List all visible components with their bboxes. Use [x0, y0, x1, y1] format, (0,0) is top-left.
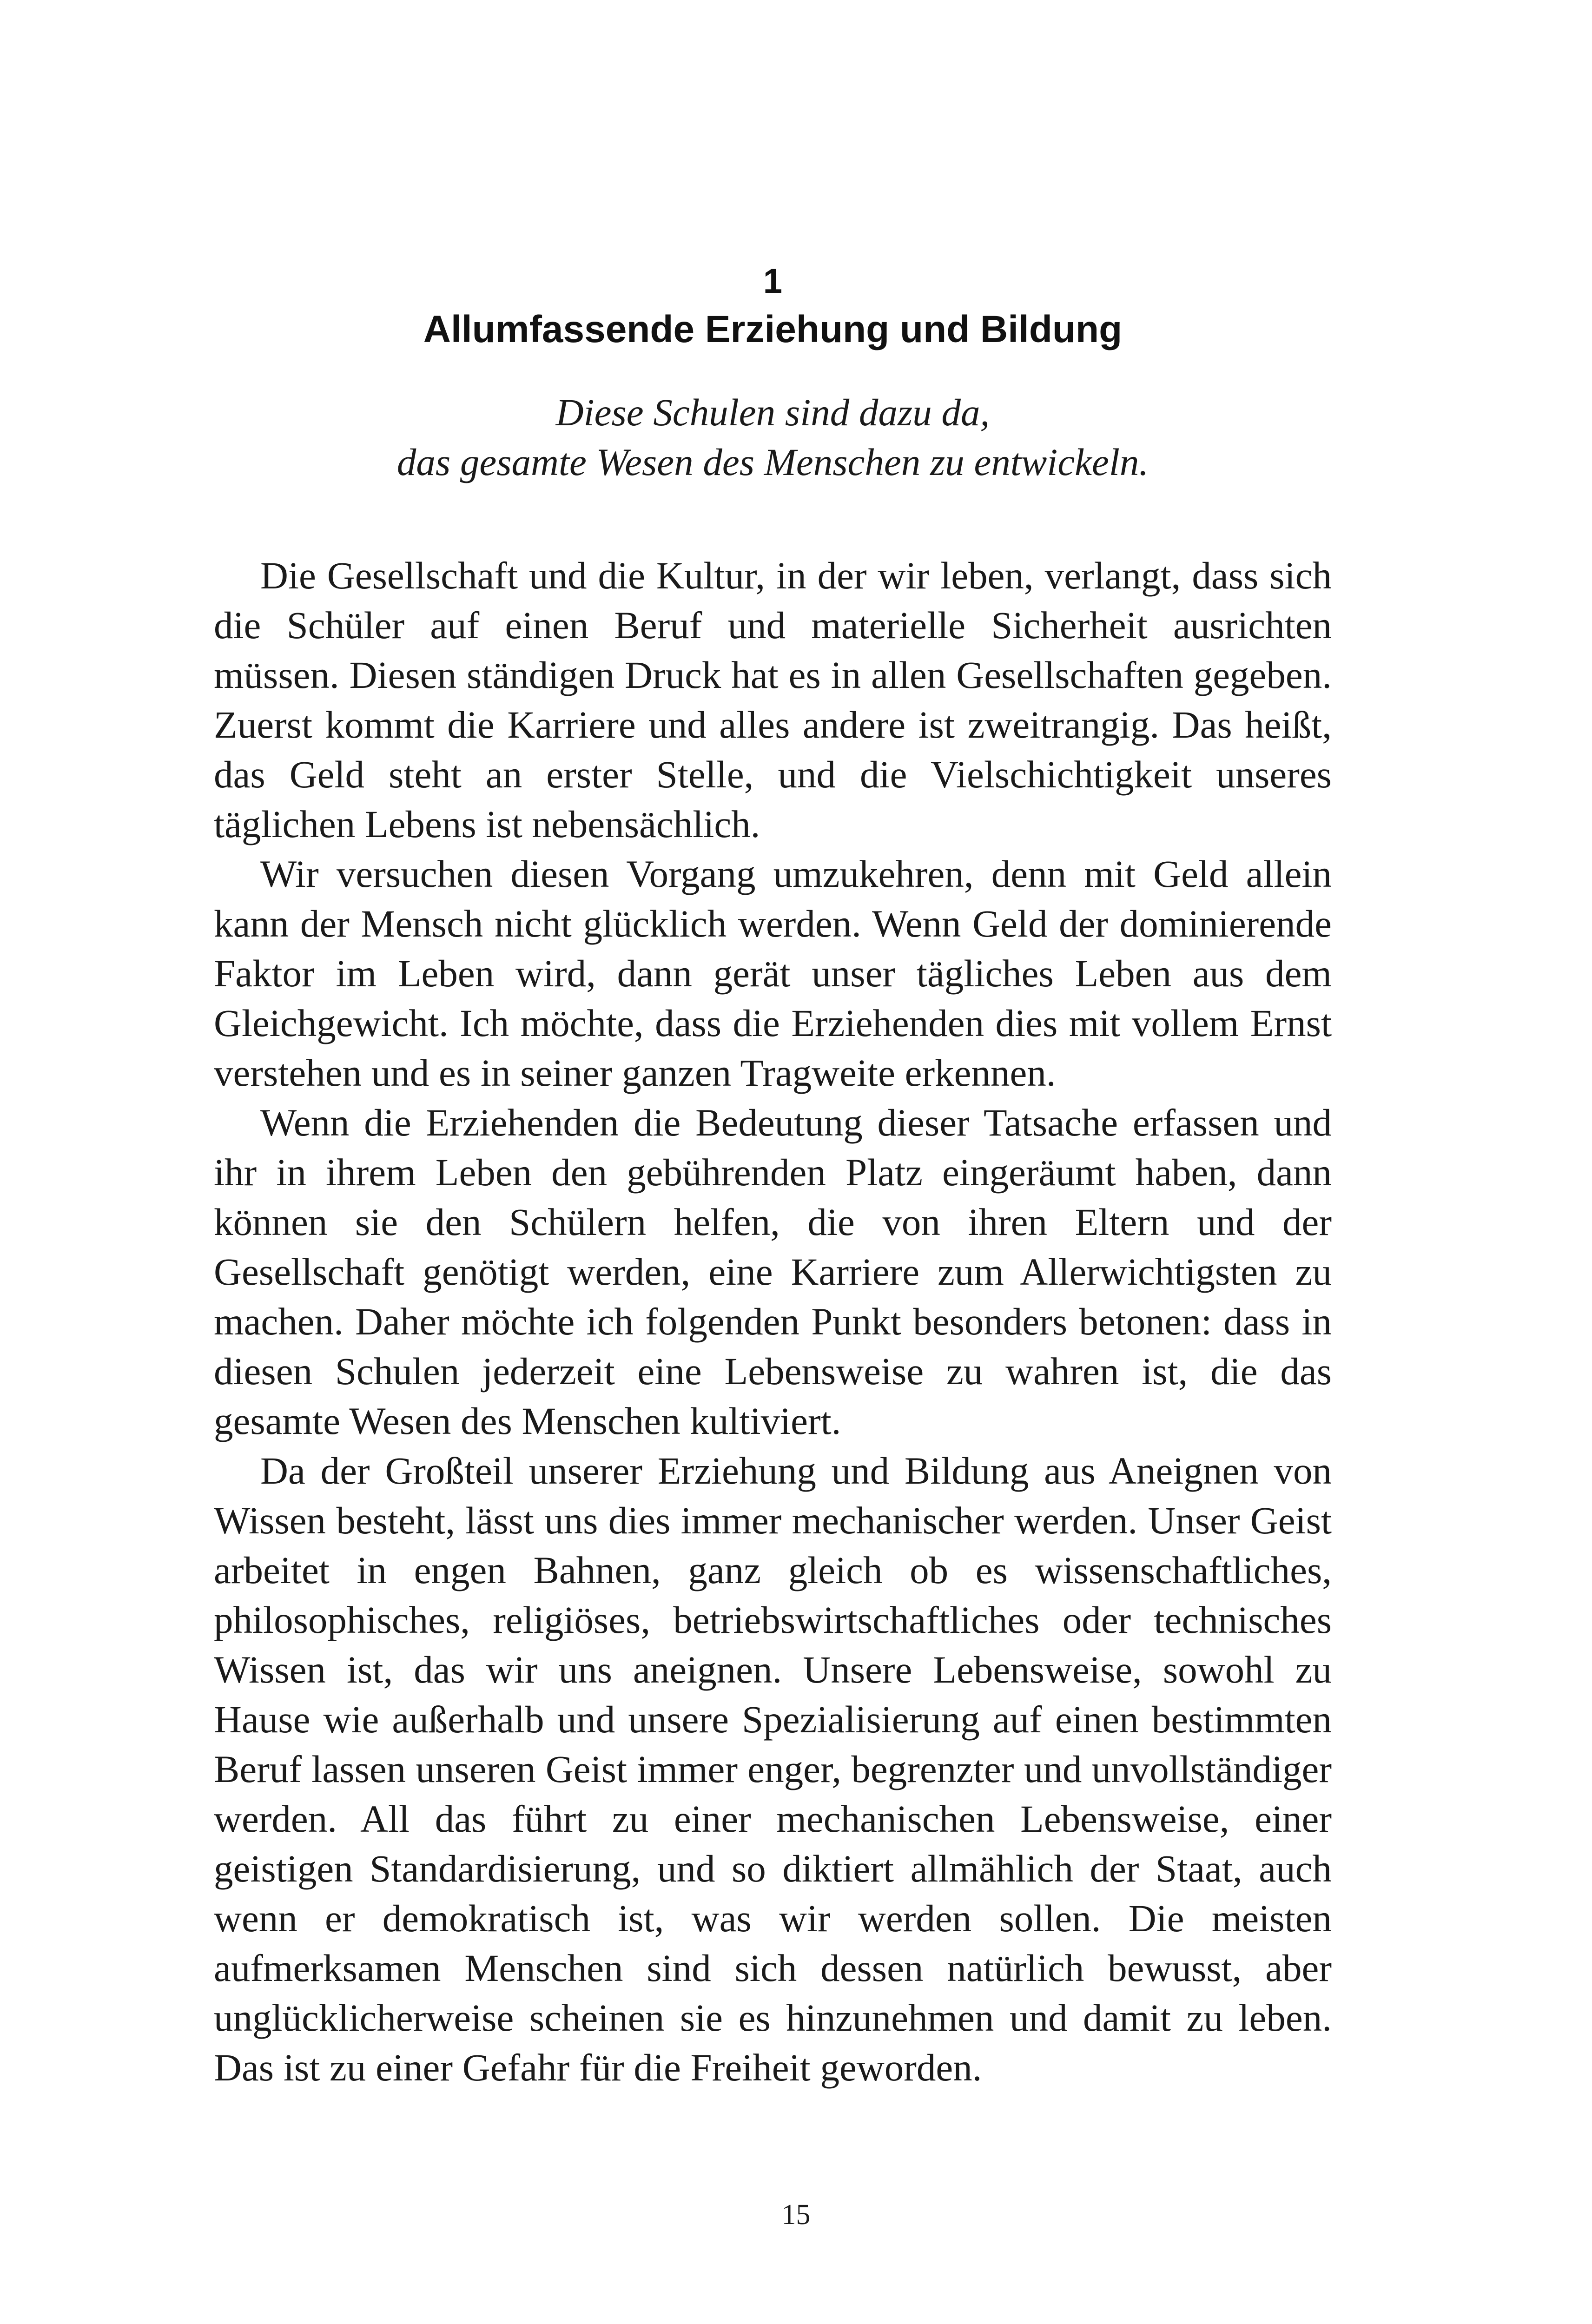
epigraph-line-1: Diese Schulen sind dazu da, [555, 391, 990, 434]
paragraph-4: Da der Großteil unserer Erziehung und Bildung aus Aneignen von Wissen besteht, lässt uns dies immer mechanischer werden. Unser Geist arbeitet in engen Bahnen, ganz gleich ob es wissenschaftliches, philosophisches, religiöses, betriebswirtschaftliches oder technisches Wissen ist, das wir uns aneignen. Unsere Lebensweise, sowohl zu Hause wie außerhalb und unsere Spezialisierung auf einen bestimmten Beruf lassen unseren Geist immer enger, begrenzter und unvollständiger werden. All das führt zu einer mechanischen Lebensweise, einer geistigen Standardisierung, und so diktiert allmählich der Staat, auch wenn er demokratisch ist, was wir werden sollen. Die meisten aufmerksamen Menschen sind sich dessen natürlich bewusst, aber unglücklicherweise scheinen sie es hinzunehmen und damit zu leben. Das ist zu einer Gefahr für die Freiheit geworden. [214, 1449, 1332, 2089]
paragraph-1: Die Gesellschaft und die Kultur, in der wir leben, verlangt, dass sich die Schüler auf einen Beruf und materielle Sicherheit ausrichten müssen. Diesen ständigen Druck hat es in allen Gesellschaften gegeben. Zuerst kommt die Karriere und alles andere ist zweitrangig. Das heißt, das Geld steht an erster Stelle, und die Vielschichtigkeit unseres täglichen Lebens ist nebensächlich. [214, 554, 1332, 845]
body-text [214, 551, 1332, 2093]
epigraph [214, 388, 1332, 487]
epigraph-line-2: das gesamte Wesen des Menschen zu entwickeln. [396, 441, 1149, 483]
chapter-header [214, 260, 1332, 487]
paragraph-3: Wenn die Erziehenden die Bedeutung dieser Tatsache erfassen und ihr in ihrem Leben den gebührenden Platz eingeräumt haben, dann können sie den Schülern helfen, die von ihren Eltern und der Gesellschaft genötigt werden, eine Karriere zum Allerwichtigsten zu machen. Daher möchte ich folgenden Punkt besonders betonen: dass in diesen Schulen jederzeit eine Lebensweise zu wahren ist, die das gesamte Wesen des Menschen kultiviert. [214, 1101, 1332, 1442]
page-number: 15 [781, 2199, 811, 2231]
chapter-title: Allumfassende Erziehung und Bildung [423, 308, 1123, 350]
paragraph-2: Wir versuchen diesen Vorgang umzukehren, denn mit Geld allein kann der Mensch nicht glücklich werden. Wenn Geld der dominierende Faktor im Leben wird, dann gerät unser tägliches Leben aus dem Gleichgewicht. Ich möchte, dass die Erziehenden dies mit vollem Ernst verstehen und es in seiner ganzen Tragweite erkennen. [214, 852, 1332, 1094]
chapter-number: 1 [763, 262, 783, 300]
